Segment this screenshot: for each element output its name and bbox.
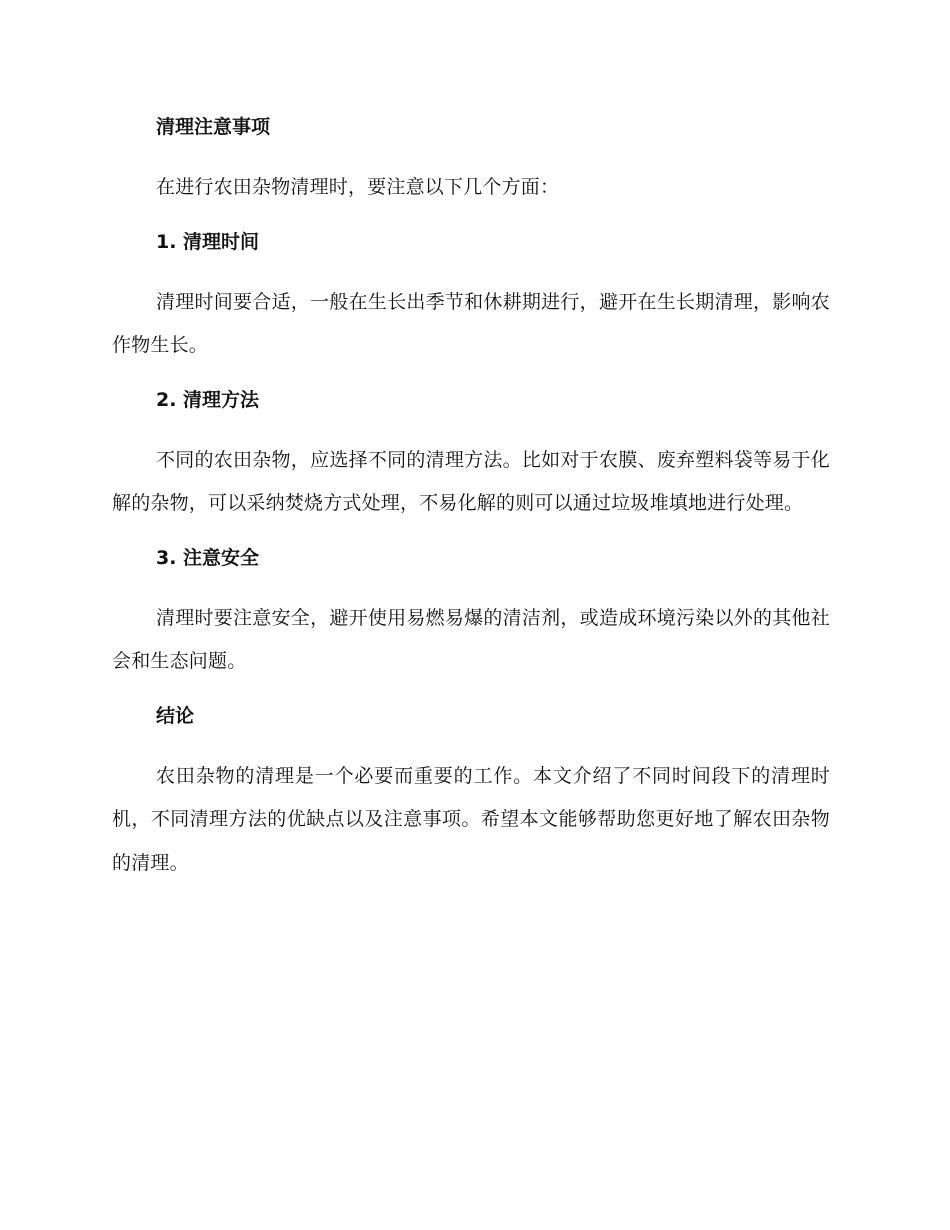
section-heading-cleaning-method: 2. 清理方法	[156, 388, 260, 411]
paragraph-cleaning-time: 清理时间要合适，一般在生长出季节和休耕期进行，避开在生长期清理，影响农作物生长。	[112, 290, 830, 356]
section-heading-conclusion: 结论	[156, 704, 195, 727]
paragraph-conclusion: 农田杂物的清理是一个必要而重要的工作。本文介绍了不同时间段下的清理时机，不同清理方法的优缺点以及注意事项。希望本文能够帮助您更好地了解农田杂物的清理。	[112, 764, 830, 874]
section-heading-precautions: 清理注意事项	[156, 116, 271, 138]
document-body	[112, 113, 830, 885]
section-heading-safety: 3. 注意安全	[156, 546, 260, 569]
paragraph-safety: 清理时要注意安全，避开使用易燃易爆的清洁剂，或造成环境污染以外的其他社会和生态问题。	[112, 606, 830, 672]
paragraph-cleaning-method: 不同的农田杂物，应选择不同的清理方法。比如对于农膜、废弃塑料袋等易于化解的杂物，可以采纳焚烧方式处理，不易化解的则可以通过垃圾堆填地进行处理。	[112, 448, 830, 514]
paragraph-precautions-intro: 在进行农田杂物清理时，要注意以下几个方面：	[156, 176, 560, 198]
section-heading-cleaning-time: 1. 清理时间	[156, 230, 260, 253]
